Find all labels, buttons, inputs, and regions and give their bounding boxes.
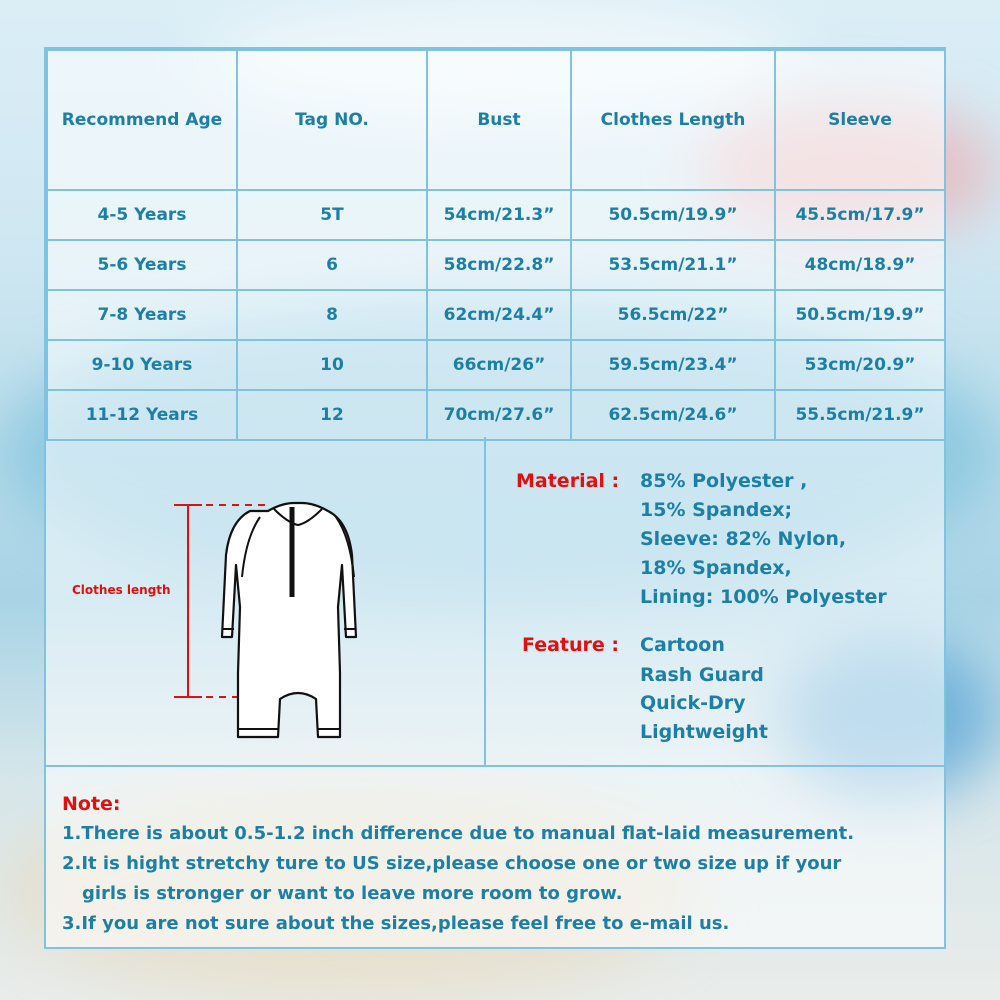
feature-line: Rash Guard xyxy=(640,664,764,686)
cell-age: 5-6 Years xyxy=(47,240,237,290)
cell-length: 53.5cm/21.1” xyxy=(571,240,775,290)
cell-tag: 5T xyxy=(237,190,427,240)
cell-tag: 12 xyxy=(237,390,427,440)
cell-length: 59.5cm/23.4” xyxy=(571,340,775,390)
clothes-length-label: Clothes length xyxy=(72,583,171,597)
material-line: Sleeve: 82% Nylon, xyxy=(640,528,847,550)
note-item: 2.It is hight stretchy ture to US size,please choose one or two size up if your xyxy=(62,853,842,874)
cell-tag: 10 xyxy=(237,340,427,390)
cell-age: 4-5 Years xyxy=(47,190,237,240)
table-row xyxy=(47,390,945,440)
table-row xyxy=(47,240,945,290)
cell-sleeve: 53cm/20.9” xyxy=(775,340,945,390)
note-item: 3.If you are not sure about the sizes,please feel free to e-mail us. xyxy=(62,913,730,934)
feature-label: Feature : xyxy=(522,634,619,656)
cell-bust: 62cm/24.4” xyxy=(427,290,571,340)
header-recommend-age: Recommend Age xyxy=(47,50,237,190)
note-item-continued: girls is stronger or want to leave more room to grow. xyxy=(82,883,623,904)
cell-age: 11-12 Years xyxy=(47,390,237,440)
measurement-diagram xyxy=(46,437,484,765)
header-tag-no: Tag NO. xyxy=(237,50,427,190)
cell-length: 50.5cm/19.9” xyxy=(571,190,775,240)
material-label: Material : xyxy=(516,470,620,492)
cell-bust: 66cm/26” xyxy=(427,340,571,390)
table-row xyxy=(47,340,945,390)
note-item: 1.There is about 0.5-1.2 inch difference due to manual flat-laid measurement. xyxy=(62,823,855,844)
cell-length: 56.5cm/22” xyxy=(571,290,775,340)
material-line: 18% Spandex, xyxy=(640,557,792,579)
size-chart-panel xyxy=(44,47,946,949)
cell-bust: 70cm/27.6” xyxy=(427,390,571,440)
feature-line: Quick-Dry xyxy=(640,692,746,714)
material-line: 15% Spandex; xyxy=(640,499,793,521)
cell-sleeve: 55.5cm/21.9” xyxy=(775,390,945,440)
header-sleeve: Sleeve xyxy=(775,50,945,190)
header-clothes-length: Clothes Length xyxy=(571,50,775,190)
cell-age: 9-10 Years xyxy=(47,340,237,390)
cell-tag: 6 xyxy=(237,240,427,290)
section-divider xyxy=(484,437,486,765)
note-title: Note: xyxy=(62,793,121,815)
size-table-header-row xyxy=(47,50,945,190)
table-row xyxy=(47,190,945,240)
material-line: Lining: 100% Polyester xyxy=(640,586,887,608)
header-bust: Bust xyxy=(427,50,571,190)
cell-sleeve: 50.5cm/19.9” xyxy=(775,290,945,340)
feature-line: Lightweight xyxy=(640,721,768,743)
table-row xyxy=(47,290,945,340)
cell-length: 62.5cm/24.6” xyxy=(571,390,775,440)
rash-guard-swimsuit-icon xyxy=(46,437,484,765)
cell-bust: 58cm/22.8” xyxy=(427,240,571,290)
cell-age: 7-8 Years xyxy=(47,290,237,340)
size-table xyxy=(46,49,946,441)
product-details-section xyxy=(46,437,944,767)
cell-tag: 8 xyxy=(237,290,427,340)
feature-line: Cartoon xyxy=(640,634,725,656)
cell-sleeve: 48cm/18.9” xyxy=(775,240,945,290)
notes-section xyxy=(62,789,932,939)
cell-sleeve: 45.5cm/17.9” xyxy=(775,190,945,240)
material-line: 85% Polyester , xyxy=(640,470,808,492)
cell-bust: 54cm/21.3” xyxy=(427,190,571,240)
